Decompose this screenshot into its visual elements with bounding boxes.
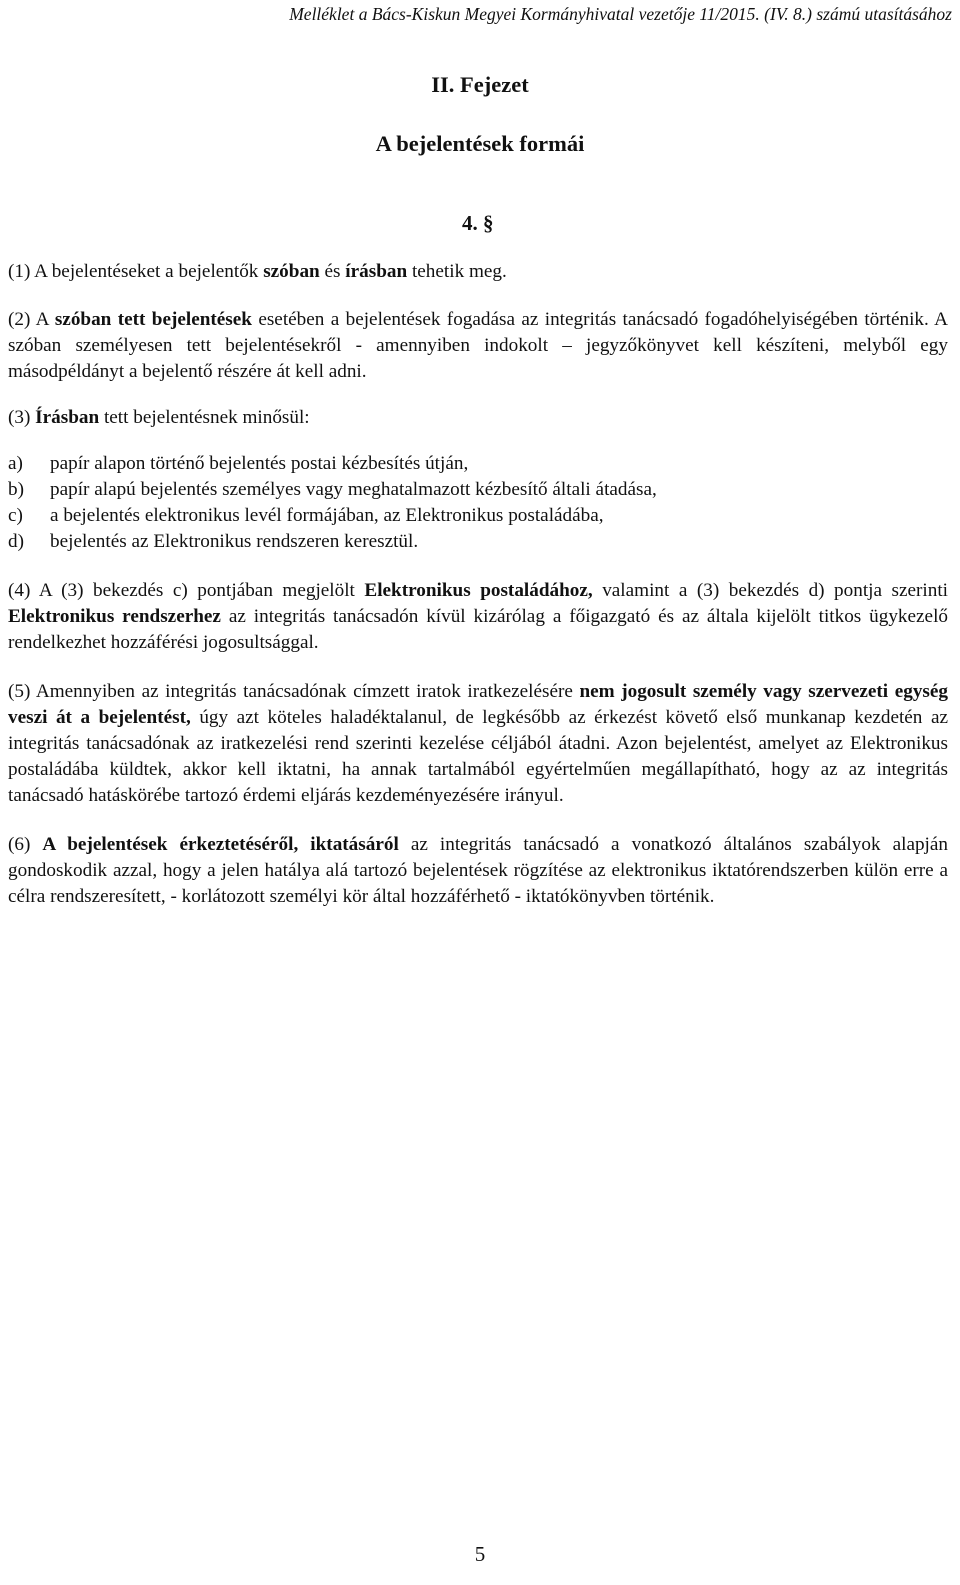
paragraph-5-text: (5) Amennyiben az integritás tanácsadónak címzett iratok iratkezelésére — [8, 681, 580, 702]
paragraph-4-bold: Elektronikus postaládához, — [364, 580, 593, 601]
paragraph-1-bold: írásban — [345, 261, 408, 282]
list-item — [8, 451, 948, 477]
paragraph-4-text: valamint a (3) bekezdés d) pontja szerinti — [592, 580, 949, 601]
list-item-label: a) — [8, 453, 23, 474]
list-item-text: papír alapú bejelentés személyes vagy meghatalmazott kézbesítő általi átadása, — [50, 479, 657, 500]
list-item — [8, 503, 948, 529]
paragraph-5-bold: nem jogosult személy vagy szervezeti egység veszi át a bejelentést, — [8, 681, 948, 728]
paragraph-1-text: tehetik meg. — [407, 261, 507, 282]
list-item — [8, 529, 948, 555]
paragraph-4 — [8, 578, 948, 656]
chapter-heading: II. Fejezet — [431, 72, 529, 97]
list-item-text: a bejelentés elektronikus levél formájában, az Elektronikus postaládába, — [50, 505, 604, 526]
paragraph-3 — [8, 405, 948, 431]
paragraph-5-text: úgy azt köteles haladéktalanul, de legkésőbb az érkezést követő első munkanap kezdetén az integritás tanácsadónak az iratkezelési rend szerinti kezelése céljából átadni. Azon bejelentést, amelyet az Elektronikus postaládába küldtek, akkor kell iktatni, ha annak tartalmából egyértelműen megállapítható, hogy az az integritás tanácsadó hatáskörébe tartozó érdemi eljárás kezdeményezésére irányul. — [8, 707, 948, 806]
paragraph-3-bold: Írásban — [35, 407, 100, 428]
paragraph-6-text: (6) — [8, 834, 43, 855]
paragraph-2-bold: szóban tett bejelentések — [54, 309, 252, 330]
list-item-label: c) — [8, 505, 23, 526]
paragraph-1 — [8, 259, 948, 285]
paragraph-3-text: (3) — [8, 407, 36, 428]
paragraph-3-text: tett bejelentésnek minősül: — [99, 407, 310, 428]
paragraph-2-text: (2) A — [8, 309, 55, 330]
written-forms-list — [8, 451, 948, 555]
paragraph-4-bold: Elektronikus rendszerhez — [8, 606, 221, 627]
list-item — [8, 477, 948, 503]
paragraph-1-text: (1) A bejelentéseket a bejelentők — [8, 261, 264, 282]
section-title: A bejelentések formái — [375, 131, 585, 156]
paragraph-4-text: az integritás tanácsadón kívül kizárólag a főigazgató és az általa kijelölt titkos ügykezelő rendelkezhet hozzáférési jogosultsággal. — [8, 606, 949, 653]
paragraph-2-text: esetében a bejelentések fogadása az integritás tanácsadó fogadóhelyiségében történik. A szóban személyesen tett bejelentésekről - amennyiben indokolt – jegyzőkönyvet kell készíteni, melyből egy másodpéldányt a bejelentő részére át kell adni. — [8, 309, 948, 382]
list-item-text: bejelentés az Elektronikus rendszeren keresztül. — [50, 531, 419, 552]
page-header: Melléklet a Bács-Kiskun Megyei Kormányhivatal vezetője 11/2015. (IV. 8.) számú utasításához — [289, 4, 952, 24]
list-item-text: papír alapon történő bejelentés postai kézbesítés útján, — [50, 453, 469, 474]
paragraph-1-bold: szóban — [263, 261, 320, 282]
list-item-label: d) — [8, 531, 24, 552]
document-body — [8, 259, 948, 910]
paragraph-6-text: az integritás tanácsadó a vonatkozó általános szabályok alapján gondoskodik azzal, hogy a jelen hatálya alá tartozó bejelentések rögzítése az elektronikus iktatórendszerben külön erre a célra rendszeresített, - korlátozott személyi kör által hozzáférhető - iktatókönyvben történik. — [8, 834, 948, 907]
paragraph-6 — [8, 832, 948, 910]
paragraph-4-text: (4) A (3) bekezdés c) pontjában megjelölt — [8, 580, 365, 601]
paragraph-2 — [8, 307, 948, 385]
paragraph-1-text: és — [319, 261, 346, 282]
list-item-label: b) — [8, 479, 24, 500]
paragraph-5 — [8, 679, 948, 809]
page-number: 5 — [474, 1542, 486, 1566]
section-number: 4. § — [462, 211, 494, 235]
paragraph-6-bold: A bejelentések érkeztetéséről, iktatásáról — [42, 834, 399, 855]
